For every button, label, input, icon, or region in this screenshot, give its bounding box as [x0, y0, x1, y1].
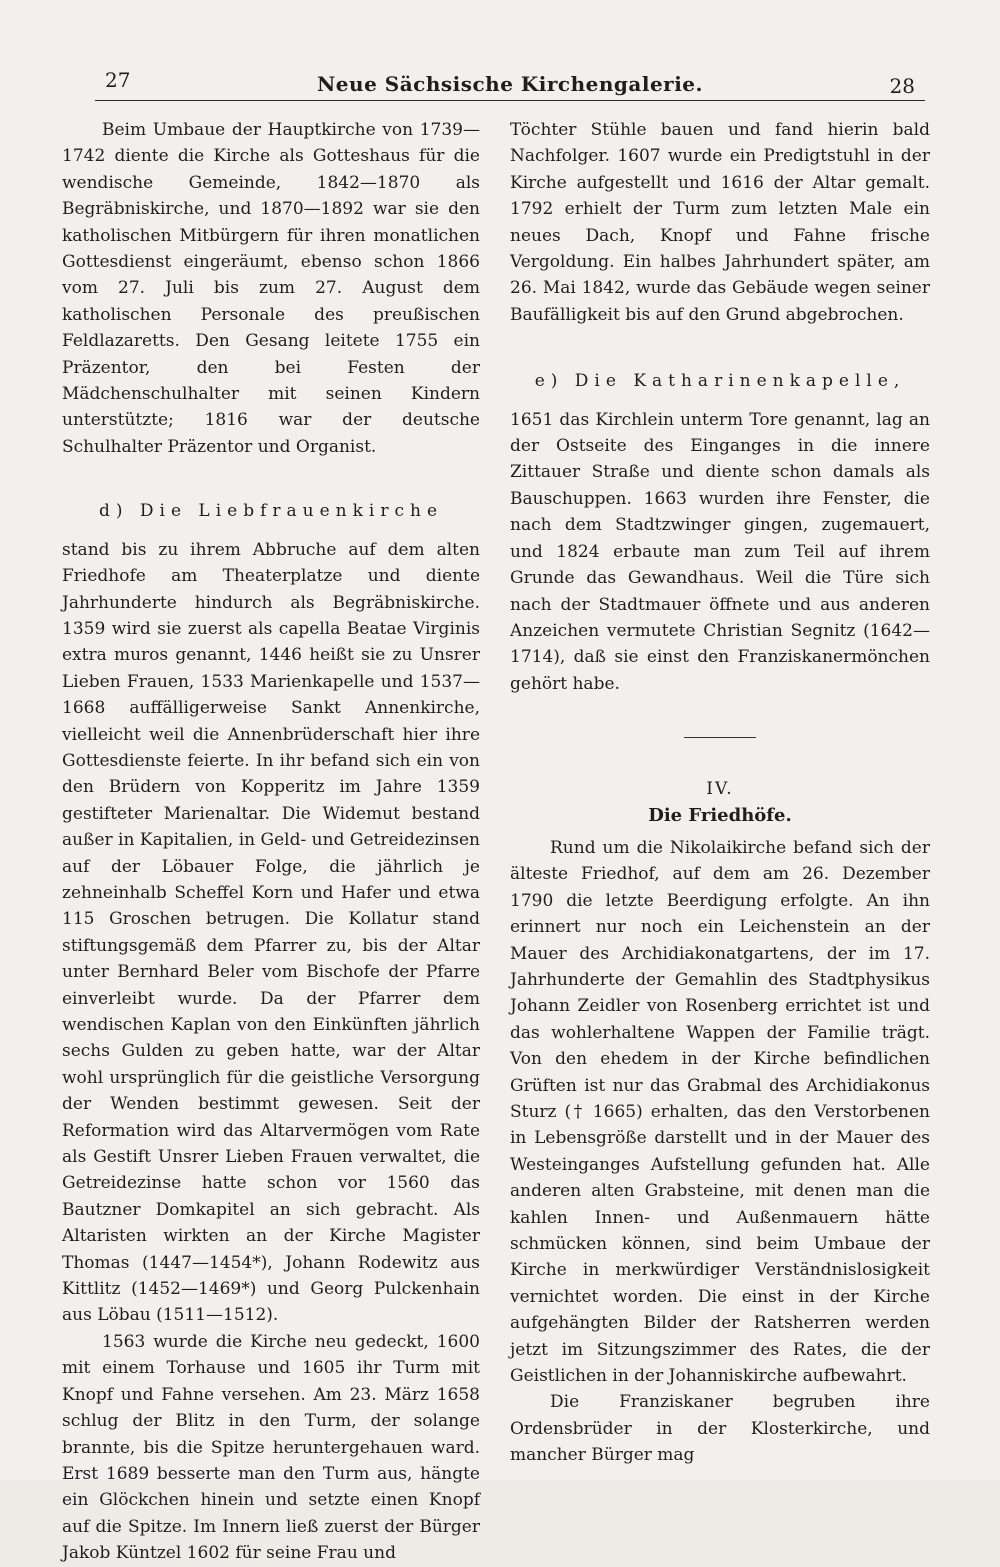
spacer: [510, 697, 930, 737]
page-header: [95, 62, 925, 102]
section-heading-liebfrauenkirche: d) Die Liebfrauenkirche: [98, 501, 444, 522]
paragraph-liebfrauenkirche-bau: 1563 wurde die Kirche neu gedeckt, 1600 mit einem Torhause und 1605 ihr Turm mit Knopf und Fahne versehen. Am 23. März 1658 schlug der Blitz in den Turm, der solange brannte, bis die Spitze heruntergehauen ward. Erst 1689 besserte man den Turm aus, hängte ein Glöckchen hinein und setzte einen Knopf auf die Spitze. Im Innern ließ zuerst der Bürger Jakob Küntzel 1602 für seine Frau und: [62, 1331, 480, 1564]
paragraph-franziskaner: Die Franziskaner begruben ihre Ordensbrüder in der Klosterkirche, und mancher Bürger mag: [510, 1392, 930, 1466]
header-rule: [95, 100, 925, 101]
spacer: [510, 328, 930, 368]
chapter-title: Die Friedhöfe.: [648, 804, 792, 826]
right-column: [510, 117, 930, 1469]
spacer: [510, 395, 930, 407]
section-heading-katharinenkapelle: e) Die Katharinenkapelle,: [534, 371, 906, 392]
chapter-number: IV.: [706, 779, 734, 800]
running-title: Neue Sächsische Kirchengalerie.: [317, 72, 703, 96]
left-column: [62, 117, 480, 1567]
page-number-right: 28: [889, 74, 915, 98]
paragraph-liebfrauenkirche: stand bis zu ihrem Abbruche auf dem alten Friedhofe am Theaterplatze und diente Jahrhunderte hindurch als Begräbniskirche. 1359 wird sie zuerst als capella Beatae Virginis extra muros genannt, 1446 heißt sie zu Unsrer Lieben Frauen, 1533 Marienkapelle und 1537—1668 auffälligerweise Sankt Annenkirche, vielleicht weil die Annenbrüderschaft hier ihre Gottesdienste feierte. In ihr befand sich ein von den Brüdern von Kopperitz im Jahre 1359 gestifteter Marienaltar. Die Widemut bestand außer in Kapitalien, in Geld- und Getreidezinsen auf der Löbauer Folge, die jährlich je zehneinhalb Scheffel Korn und Hafer und etwa 115 Groschen betrugen. Die Kollatur stand stiftungsgemäß dem Pfarrer zu, bis der Altar unter Bernhard Beler vom Bischofe der Pfarre einverleibt wurde. Da der Pfarrer dem wendischen Kaplan von den Einkünften jährlich sechs Gulden zu geben hatte, war der Altar wohl ursprünglich für die geistliche Versorgung der Wenden bestimmt gewesen. Seit der Reformation wird das Altarvermögen vom Rate als Gestift Unsrer Lieben Frauen verwaltet, die Getreidezinse hatte schon vor 1560 das Bautzner Domkapitel an sich gebracht. Als Altaristen wirkten an der Kirche Magister Thomas (1447—1454*), Johann Rodewitz aus Kittlitz (1452—1469*) und Georg Pulckenhain aus Löbau (1511—1512).: [62, 539, 480, 1326]
spacer: [510, 738, 930, 776]
page-number-left: 27: [105, 68, 131, 92]
spacer: [62, 525, 480, 537]
paragraph-friedhoefe: Rund um die Nikolaikirche befand sich der älteste Friedhof, auf dem am 26. Dezember 1790 die letzte Beerdigung erfolgte. An ihn erinnert nur noch ein Leichenstein an der Mauer des Archidiakonatgartens, der im 17. Jahrhunderte der Gemahlin des Stadtphysikus Johann Zeidler von Rosenberg errichtet ist und das wohlerhaltene Wappen der Familie trägt. Von den ehedem in der Kirche befindlichen Grüften ist nur das Grabmal des Archidiakonus Sturz († 1665) erhalten, das den Verstorbenen in Lebensgröße darstellt und in der Mauer des Westeinganges Aufstellung gefunden hat. Alle anderen alten Grabsteine, mit denen man die kahlen Innen- und Außenmauern hätte schmücken können, sind beim Umbaue der Kirche in merkwürdiger Verständnislosigkeit vernichtet worden. Die einst in der Kirche aufgehängten Bilder der Ratsherren werden jetzt im Sitzungszimmer des Rates, die der Geistlichen in der Johanniskirche aufbewahrt.: [510, 837, 930, 1387]
paragraph-stuehle: Töchter Stühle bauen und fand hierin bald Nachfolger. 1607 wurde ein Predigtstuhl in der Kirche aufgestellt und 1616 der Altar gemalt. 1792 erhielt der Turm zum letzten Male ein neues Dach, Knopf und Fahne frische Vergoldung. Ein halbes Jahrhundert später, am 26. Mai 1842, wurde das Gebäude wegen seiner Baufälligkeit bis auf den Grund abgebrochen.: [510, 120, 930, 325]
paragraph-katharinenkapelle: 1651 das Kirchlein unterm Tore genannt, lag an der Ostseite des Einganges in die innere Zittauer Straße und diente schon damals als Bauschuppen. 1663 wurden ihre Fenster, die nach dem Stadtzwinger gingen, zugemauert, und 1824 erbaute man zum Teil auf ihrem Grunde das Gewandhaus. Weil die Türe sich nach der Stadtmauer öffnete und aus anderen Anzeichen vermutete Christian Segnitz (1642—1714), daß sie einst den Franziskanermönchen gehört habe.: [510, 409, 930, 694]
spacer: [62, 460, 480, 498]
paragraph-hauptkirche-umbau: Beim Umbaue der Hauptkirche von 1739—1742 diente die Kirche als Gotteshaus für die wendische Gemeinde, 1842—1870 als Begräbniskirche, und 1870—1892 war sie den katholischen Mitbürgern für ihren monatlichen Gottesdienst eingeräumt, ebenso schon 1866 vom 27. Juli bis zum 27. August dem katholischen Personale des preußischen Feldlazaretts. Den Gesang leitete 1755 ein Präzentor, den bei Festen der Mädchenschulhalter mit seinen Kindern unterstützte; 1816 war der deutsche Schulhalter Präzentor und Organist.: [62, 120, 480, 457]
